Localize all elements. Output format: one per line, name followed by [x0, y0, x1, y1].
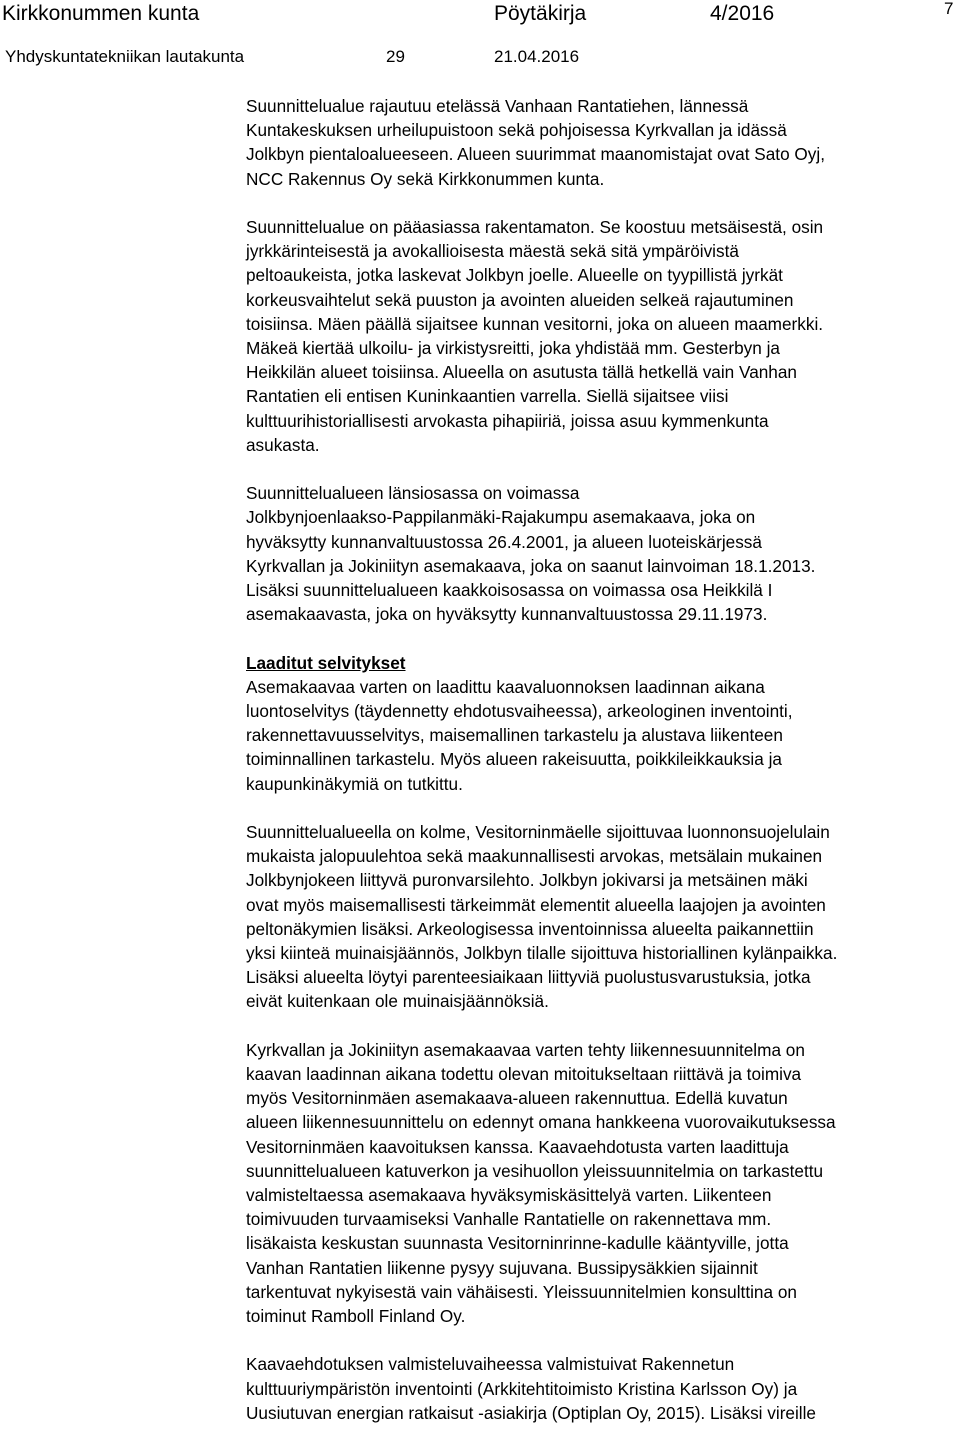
text-line: kulttuurihistoriallisesti arvokasta pihapiiriä, joissa asuu kymmenkunta [246, 410, 769, 431]
text-line: mukaista jalopuulehtoa sekä maakunnallisesti arvokas, metsälain mukainen [246, 846, 823, 867]
paragraph [246, 481, 958, 626]
document-type: Pöytäkirja [494, 2, 587, 25]
text-line: Asemakaavaa varten on laadittu kaavaluonnoksen laadinnan aikana [246, 676, 765, 697]
paragraph [246, 820, 958, 1014]
paragraph [246, 651, 958, 796]
text-line: peltoaukeista, jotka laskevat Jolkbyn joelle. Alueelle on tyypillistä jyrkät [246, 265, 783, 286]
text-line: asukasta. [246, 434, 320, 455]
text-line: toiminut Ramboll Finland Oy. [246, 1306, 466, 1327]
text-line: Kyrkvallan ja Jokiniityn asemakaavaa varten tehty liikennesuunnitelma on [246, 1039, 805, 1060]
text-line: Kaavaehdotuksen valmisteluvaiheessa valmistuivat Rakennetun [246, 1354, 735, 1375]
text-line: Lisäksi alueelta löytyi parenteesiaikaan liittyviä puolustusvarustuksia, jotka [246, 967, 811, 988]
section-number: 29 [386, 47, 405, 66]
text-line: jyrkkärinteisestä ja avokallioisesta mäestä sekä sitä ympäröivistä [246, 241, 739, 262]
text-line: Mäkeä kiertää ulkoilu- ja virkistysreitti, joka yhdistää mm. Gesterbyn ja [246, 338, 780, 359]
meeting-date: 21.04.2016 [494, 47, 580, 66]
text-line: myös Vesitorninmäen asemakaava-alueen rakennuttua. Edellä kuvatun [246, 1088, 788, 1109]
text-line: luontoselvitys (täydennetty ehdotusvaiheessa), arkeologinen inventointi, [246, 701, 793, 722]
text-line: Jolkbyn pientaloalueeseen. Alueen suurimmat maanomistajat ovat Sato Oyj, [246, 144, 825, 165]
text-line: toisiinsa. Mäen päällä sijaitsee kunnan vesitorni, joka on alueen maamerkki. [246, 313, 824, 334]
paragraph [246, 1038, 958, 1328]
text-line: peltonäkymien lisäksi. Arkeologisessa inventoinnissa alueelta paikannettiin [246, 918, 814, 939]
text-line: toimivuuden turvaamiseksi Vanhalle Rantatielle on rakennettava mm. [246, 1209, 772, 1230]
text-line: Vesitorninmäen kaavoituksen kanssa. Kaavaehdotusta varten laadittuja [246, 1136, 789, 1157]
text-line: asemakaavasta, joka on hyväksytty kunnanvaltuustossa 29.11.1973. [246, 604, 768, 625]
text-line: NCC Rakennus Oy sekä Kirkkonummen kunta. [246, 168, 605, 189]
text-line: Kyrkvallan ja Jokiniityn asemakaava, joka on saanut lainvoiman 18.1.2013. [246, 555, 816, 576]
text-line: Suunnittelualueella on kolme, Vesitorninmäelle sijoittuvaa luonnonsuojelulain [246, 822, 830, 843]
text-line: toiminnallinen tarkastelu. Myös alueen rakeisuutta, poikkileikkauksia ja [246, 749, 782, 770]
text-line: ovat myös maisemallisesti tärkeimmät elementit alueella laajojen ja avointen [246, 894, 826, 915]
text-line: kulttuuriympäristön inventointi (Arkkitehtitoimisto Kristina Karlsson Oy) ja [246, 1378, 798, 1399]
text-line: Suunnittelualue rajautuu etelässä Vanhaan Rantatiehen, lännessä [246, 96, 749, 116]
text-line: rakennettavuusselvitys, maisemallinen tarkastelu ja alustava liikenteen [246, 725, 783, 746]
text-line: Suunnittelualueen länsiosassa on voimassa [246, 483, 580, 504]
section-heading: Laaditut selvitykset [246, 652, 406, 673]
paragraph [246, 215, 958, 457]
text-line: Vanhan Rantatien liikenne pysyy sujuvana. Bussipysäkkien sijainnit [246, 1257, 758, 1278]
text-line: Kuntakeskuksen urheilupuistoon sekä pohjoisessa Kyrkvallan ja idässä [246, 120, 787, 141]
text-line: kaavan laadinnan aikana todettu olevan mitoitukseltaan riittävä ja toimiva [246, 1064, 802, 1085]
text-line: Uusiutuvan energian ratkaisut -asiakirja (Optiplan Oy, 2015). Lisäksi vireille [246, 1402, 816, 1423]
text-line: Suunnittelualue on pääasiassa rakentamaton. Se koostuu metsäisestä, osin [246, 217, 824, 237]
text-line: eivät kuitenkaan ole muinaisjäännöksiä. [246, 991, 549, 1012]
municipality-name: Kirkkonummen kunta [2, 2, 200, 25]
text-line: Jolkbynjoenlaakso-Pappilanmäki-Rajakumpu asemakaava, joka on [246, 507, 756, 528]
text-line: Jolkbynjokeen liittyvä puronvarsilehto. Jolkbyn jokivarsi ja metsäinen mäki [246, 870, 808, 891]
text-line: Rantatien eli entisen Kuninkaantien varrella. Siellä sijaitsee viisi [246, 386, 729, 407]
text-line: alueen liikennesuunnittelu on edennyt omana hankkeena vuorovaikutuksessa [246, 1112, 836, 1133]
text-line: tarkentuvat nykyisestä vain vähäisesti. Yleissuunnitelmien konsulttina on [246, 1281, 797, 1302]
text-line: Lisäksi suunnittelualueen kaakkoisosassa on voimassa osa Heikkilä I [246, 580, 773, 601]
document-body [246, 94, 958, 1449]
text-line: valmisteltaessa asemakaava hyväksymiskäsittelyä varten. Liikenteen [246, 1185, 772, 1206]
text-line: kaupunkinäkymiä on tutkittu. [246, 773, 463, 794]
committee-name: Yhdyskuntatekniikan lautakunta [5, 47, 245, 66]
paragraph [246, 94, 958, 191]
text-line: Heikkilän alueet toisiinsa. Alueella on asutusta tällä hetkellä vain Vanhan [246, 362, 797, 383]
text-line: hyväksytty kunnanvaltuustossa 26.4.2001, ja alueen luoteiskärjessä [246, 531, 762, 552]
text-line: yksi kiinteä muinaisjäännös, Jolkbyn tilalle sijoittuva historiallinen kylänpaikka. [246, 943, 838, 964]
paragraph [246, 1352, 958, 1425]
text-line: korkeusvaihtelut sekä puuston ja avointen alueiden selkeä rajautuminen [246, 289, 794, 310]
text-line: lisäkaista keskustan suunnasta Vesitorninrinne-kadulle kääntyville, jotta [246, 1233, 789, 1254]
page-number: 7 [944, 0, 954, 18]
document-number: 4/2016 [710, 2, 775, 25]
text-line: suunnittelualueen katuverkon ja vesihuollon yleissuunnitelmia on tarkastettu [246, 1160, 824, 1181]
